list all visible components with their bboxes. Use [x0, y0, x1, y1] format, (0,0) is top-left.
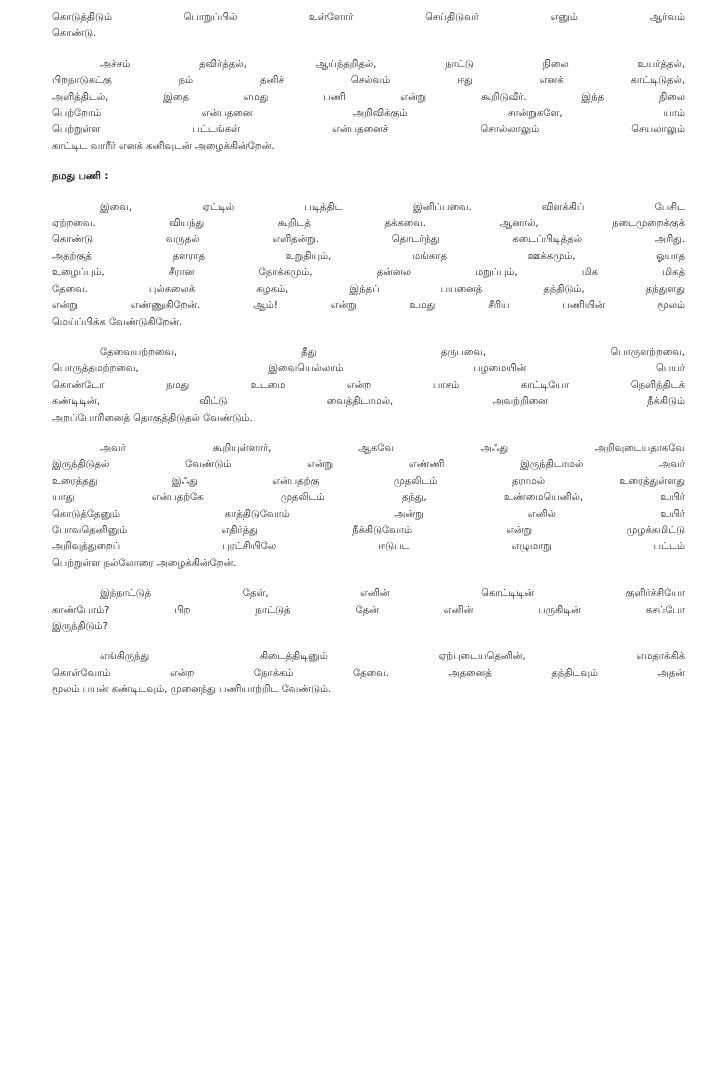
text-line: கண்டிடின், விட்டு வைத்திடாமல், அவற்றினை நீக்கிடும் [52, 396, 685, 408]
text-line: பிறநாடுகட்கு நம் தனிச் செல்வம் ஈது எனக் காட்டிடுதல், [52, 75, 685, 87]
paragraph-p1 [52, 57, 685, 155]
text-line: கொண்டோ நமது உடமை என்ற பாசம் காட்டியோ நெளிந்திடக் [52, 379, 685, 391]
text-line: பெற்றோம் என்பதனை அறிவிக்கும் சான்றுகளே, யாம் [52, 108, 685, 120]
paragraph-p4 [52, 441, 685, 572]
section-heading [52, 169, 685, 185]
paragraph-p2 [52, 200, 685, 331]
text-line: கொள்வோம் என்ற நோக்கம் தேவை. அதனைத் தந்திடவும் அதன் [52, 667, 685, 679]
text-line: உரைத்தது இஃது என்பதற்கு முதலிடம் தராமல் உரைத்துள்ளது [52, 475, 685, 487]
text-line: மெய்ப்பிக்க வேண்டுகிறேன். [52, 316, 183, 328]
text-line: உழைப்பும், சீரான நோக்கமும், தன்னல மறுப்பும், மிக மிகத் [52, 267, 685, 279]
text-line: நமது பணி : [52, 171, 109, 183]
paragraph-p0 [52, 10, 685, 43]
text-line: பெற்றுள்ள பட்டங்கள் என்பதனைச் சொல்லாலும் செயலாலும் [52, 124, 685, 136]
text-line: காண்போம்? பிற நாட்டுத் தேன் எனின் பருகிடின் கசப்போ [52, 604, 685, 616]
text-line: தேவை. புல்கலைக் கழகம், இந்தப் பயனைத் தந்திடும், தந்துளது [52, 283, 685, 295]
text-line: காட்டிட வாரீர் எனக் கனிவுடன் அழைக்கின்றேன். [52, 140, 275, 152]
text-line: யாது என்பதற்கே முதலிடம் தந்து, உண்மையெனில், உயிர் [52, 492, 685, 504]
text-line: அச்சம் தவிர்த்தல், ஆய்ந்தறிதல், நாட்டு நிலை உயர்த்தல், [100, 58, 685, 70]
paragraph-p5 [52, 586, 685, 635]
text-line: எங்கிருந்து கிடைத்திடினும் ஏற்புடையதெனின், எமதாக்கிக் [100, 651, 685, 663]
text-line: இருந்திடுதல் வேண்டும் என்று எண்ணி இருந்திடாமல் அவர் [52, 459, 685, 471]
text-line: பெற்றுள்ள நல்லோரை அழைக்கின்றேன். [52, 557, 237, 569]
text-line: பொருத்தமற்றவை, இவையெல்லாம் பழமையின் பெயர் [52, 363, 685, 375]
text-line: கொடுத்திடும் பொறுப்பில் உள்ளோர் செய்திடுவர் எனும் ஆர்வம் [52, 12, 685, 23]
text-line: மூலம் பயன் கண்டிடவும், முனைந்து பணியாற்றிட வேண்டும். [52, 684, 332, 696]
text-line: போவதெனினும் எதிர்த்து நீக்கிடுவோம் என்று முழக்கமிட்டு [52, 524, 685, 536]
text-line: தேவையற்றவை, தீது தருபவை, பொருளற்றவை, [100, 346, 685, 358]
text-line: கொண்டு. [52, 28, 97, 40]
paragraph-p3 [52, 345, 685, 427]
text-line: இந்நாட்டுத் தேள், எனின் கொட்டிடின் குளிர்ச்சியோ [100, 588, 685, 600]
text-line: அவர் கூறியுள்ளார், ஆகவே அஃது அறிவுடையதாகவே [100, 442, 685, 454]
text-line: கொண்டு வருதல் எளிதன்று. தொடர்ந்து கடைப்பிடித்தல் அரிது. [52, 234, 685, 246]
text-line: இவை, ஏட்டில் படித்திட இனிப்பவை. விளக்கிப் பேசிட [100, 201, 685, 213]
text-line: அறப்போரினைத் தொகுத்திடுதல் வேண்டும். [52, 412, 253, 424]
text-line: இருந்திடும்? [52, 621, 108, 632]
text-line: கொடுத்தேனும் காத்திடுவோம் அன்று எனில் உயிர் [52, 508, 685, 520]
text-line: அதற்குத் தளராத உறுதியும், மங்காத ஊக்கமும், ஓயாத [52, 250, 685, 262]
paragraph-p6 [52, 649, 685, 698]
text-line: அளித்திடல், இதை எமது பணி என்று கூறிடுவீர். இந்த நிலை [52, 91, 685, 103]
text-line: என்று எண்ணுகிறேன். ஆம்! என்று உமது சீரிய பணியின் மூலம் [52, 300, 685, 312]
text-line: அறிவுத்துறைப் புரட்சியிலே ஈடுபட எழுமாறு பட்டம் [52, 541, 685, 553]
text-line: ஏற்றவை. வியந்து கூறிடத் தக்கவை. ஆனால், நடைமுறைக்குக் [52, 218, 685, 230]
